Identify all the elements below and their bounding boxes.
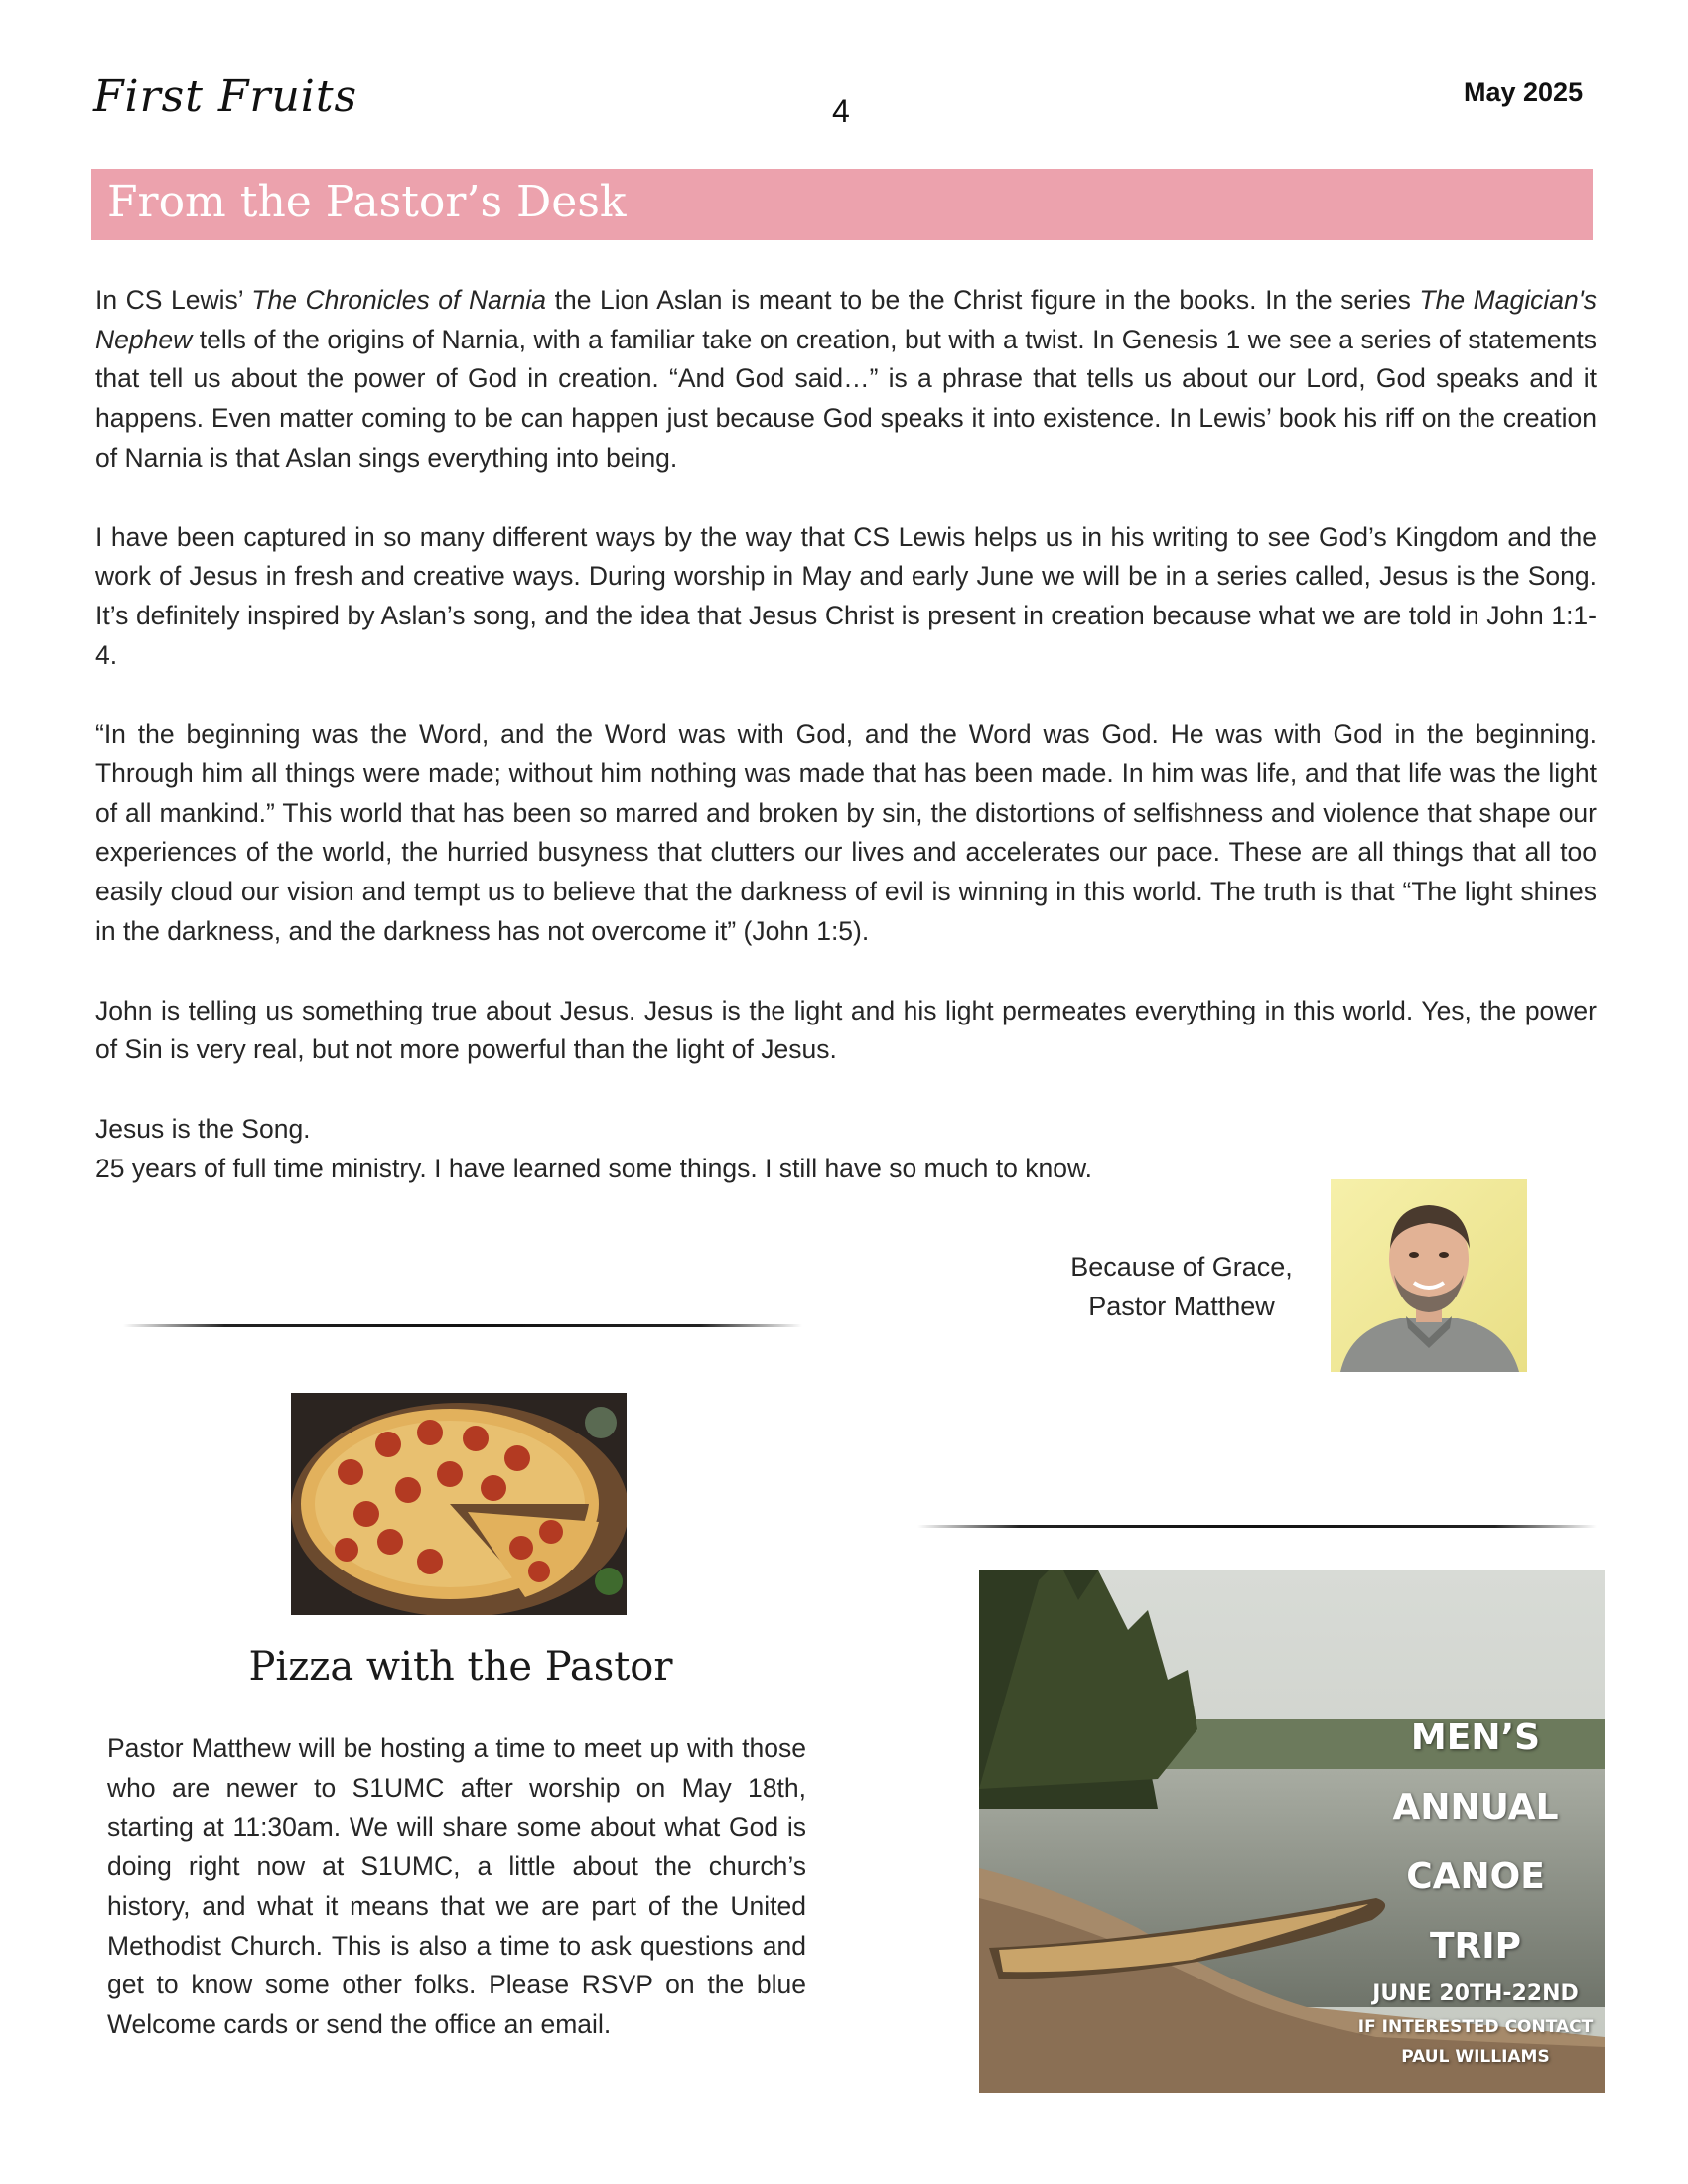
section-banner — [91, 169, 1593, 240]
poster-title-line-2: ANNUAL — [1392, 1787, 1559, 1828]
signoff-line-1: Because of Grace, — [1070, 1252, 1293, 1282]
pizza-photo — [291, 1393, 627, 1615]
poster-title-line-4: TRIP — [1429, 1926, 1522, 1967]
article-paragraph-5: Jesus is the Song. — [95, 1113, 311, 1144]
poster-contact-name: PAUL WILLIAMS — [1401, 2047, 1550, 2067]
newsletter-masthead: First Fruits — [93, 71, 358, 122]
book-title-chronicles: The Chronicles of Narnia — [251, 285, 547, 315]
section-title: From the Pastor’s Desk — [107, 177, 627, 227]
signoff-line-2: Pastor Matthew — [1088, 1292, 1275, 1321]
pizza-event-title: Pizza with the Pastor — [248, 1644, 673, 1690]
section-divider-right — [917, 1525, 1597, 1528]
poster-dates: JUNE 20TH-22ND — [1372, 1981, 1579, 2006]
poster-contact-label: IF INTERESTED CONTACT — [1357, 2017, 1594, 2037]
pastor-signoff — [993, 1247, 1370, 1326]
section-divider-left — [123, 1324, 802, 1327]
issue-date: May 2025 — [1464, 77, 1584, 107]
pizza-event-body: Pastor Matthew will be hosting a time to meet up with those who are newer to S1UMC after worship on May 18th, starting at 11:30am. We will share some about what God is doing right now at S1UMC, a little about the church’s history, and what it means that we are part of the United Methodist Church. This is also a time to ask questions and get to know some other folks. Please RSVP on the blue Welcome cards or send the office an email. — [107, 1733, 806, 2039]
article-paragraph-6: 25 years of full time ministry. I have learned some things. I still have so much to know. — [95, 1153, 1093, 1183]
poster-title-line-3: CANOE — [1406, 1856, 1545, 1897]
article-paragraph-4: John is telling us something true about Jesus. Jesus is the light and his light permeates everything in this world. Yes, the power of Sin is very real, but not more powerful than the light of Jesus. — [95, 995, 1597, 1065]
article-paragraph-3: “In the beginning was the Word, and the Word was with God, and the Word was God. He was with God in the beginning. Through him all things were made; without him nothing was made that has been made. In him was life, and that life was the light of all mankind.” This world that has been so marred and broken by sin, the distortions of selfishness and violence that shape our experiences of the world, the hurried busyness that clutters our lives and accelerates our pace. These are all things that all too easily cloud our vision and tempt us to believe that the darkness of evil is winning in this world. The truth is that “The light shines in the darkness, and the darkness has not overcome it” (John 1:5). — [95, 719, 1597, 946]
canoe-trip-poster — [979, 1570, 1605, 2093]
pastor-photo — [1331, 1179, 1527, 1372]
pastor-article — [95, 281, 1597, 1188]
article-paragraph-2: I have been captured in so many different ways by the way that CS Lewis helps us in his writing to see God’s Kingdom and the work of Jesus in fresh and creative ways. During worship in May and early June we will be in a series called, Jesus is the Song. It’s definitely inspired by Aslan’s song, and the idea that Jesus Christ is present in creation because what we are told in John 1:1-4. — [95, 521, 1597, 670]
book-title-magicians-nephew: The Magician's Nephew — [95, 285, 1598, 354]
article-paragraph-1: In CS Lewis’ The Chronicles of Narnia the Lion Aslan is meant to be the Christ figure in the books. In the series The Magician's Nephew tells of the origins of Narnia, with a familiar take on creation, but with a twist. In Genesis 1 we see a series of statements that tell us about the power of God in creation. “And God said…” is a phrase that tells us about our Lord, God speaks and it happens. Even matter coming to be can happen just because God speaks it into existence. In Lewis’ book his riff on the creation of Narnia is that Aslan sings everything into being. — [95, 285, 1598, 473]
poster-title-line-1: MEN’S — [1410, 1717, 1541, 1758]
page-number: 4 — [832, 93, 850, 129]
